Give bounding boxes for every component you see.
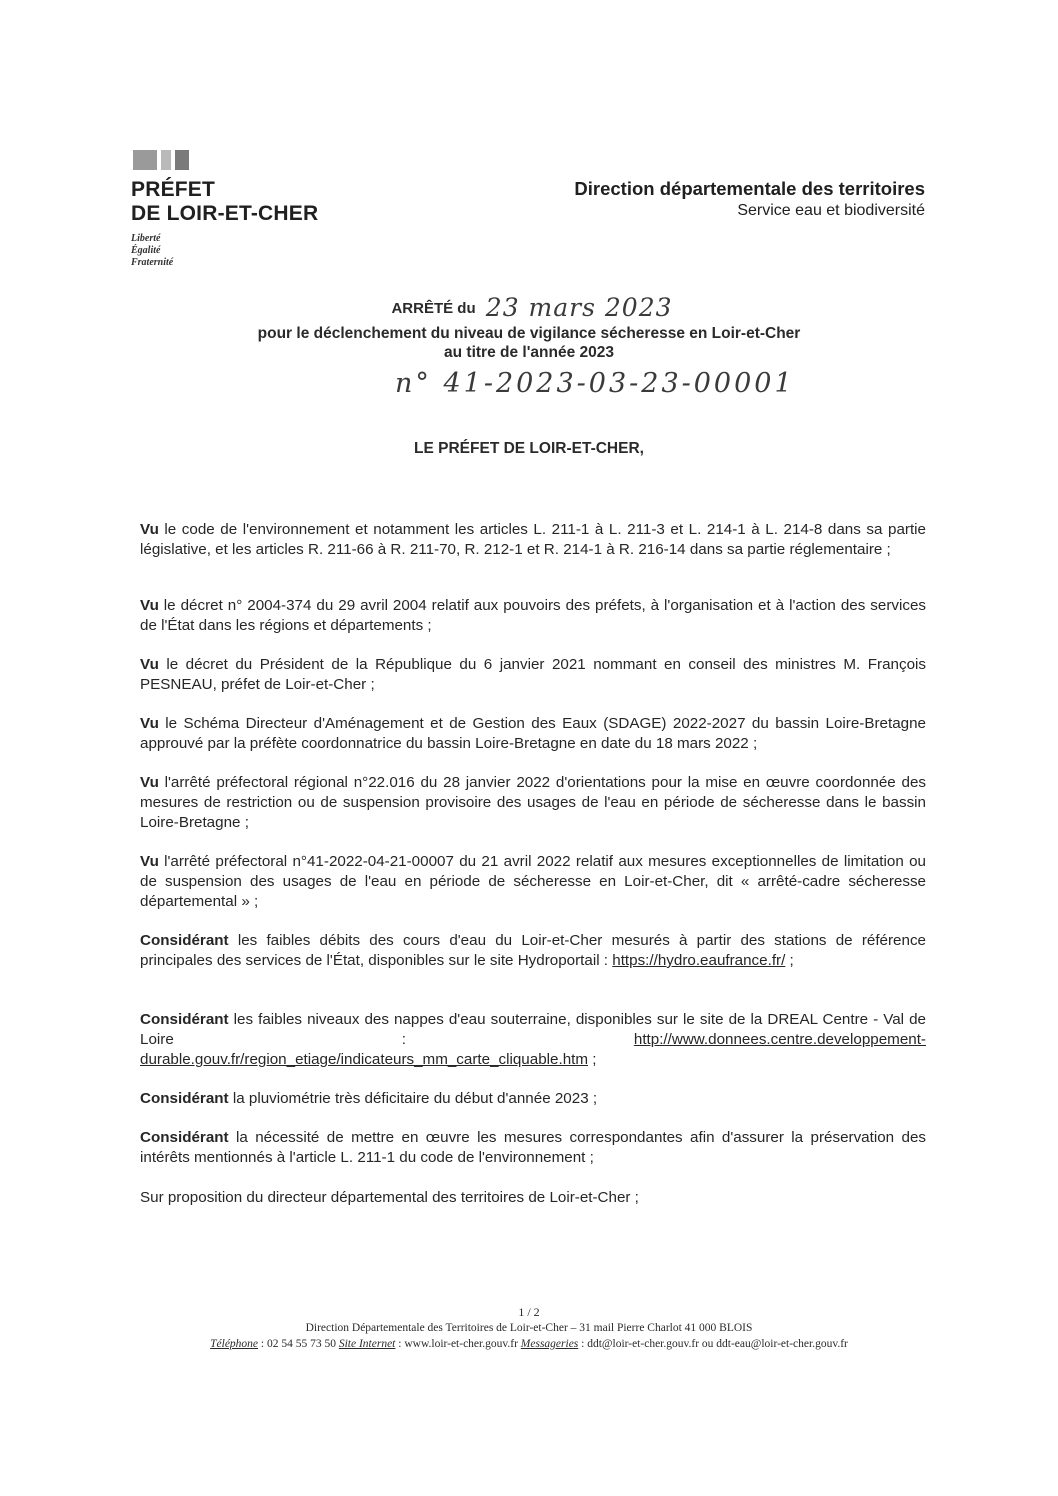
- footer-contact: [0, 1338, 1058, 1350]
- footer-site[interactable]: : www.loir-et-cher.gouv.fr: [395, 1338, 521, 1350]
- arrete-number: n° 41-2023-03-23-00001: [395, 368, 795, 399]
- considerant-paragraph: Considérant les faibles débits des cours d'eau du Loir-et-Cher mesurés à partir des stations de référence principales des services de l'État, disponibles sur le site Hydroportail : https://hydro.eaufrance.fr/ ;: [140, 932, 926, 969]
- arrete-title: [0, 324, 1058, 362]
- considerant-paragraph: Considérant la nécessité de mettre en œuvre les mesures correspondantes afin d'assurer la préservation des intérêts mentionnés à l'article L. 211-1 du code de l'environnement ;: [140, 1129, 926, 1166]
- direction-name: Direction départementale des territoires: [574, 178, 925, 199]
- page-number: 1 / 2: [518, 1305, 540, 1319]
- marianne-logo-icon: [133, 150, 191, 170]
- service-name: Service eau et biodiversité: [737, 202, 925, 219]
- arrete-line: [0, 290, 1058, 322]
- devise-liberte: Liberté: [131, 233, 161, 244]
- footer-tel-label: Téléphone: [210, 1338, 259, 1350]
- footer-mail-label: Messageries: [520, 1338, 579, 1350]
- dreal-link[interactable]: http://www.donnees.centre.developpement-durable.gouv.fr/region_etiage/indicateurs_mm_carte_cliquable.htm: [140, 1031, 926, 1068]
- visa-paragraph: Vu l'arrêté préfectoral régional n°22.016 du 28 janvier 2022 d'orientations pour la mise en œuvre coordonnée des mesures de restriction ou de suspension provisoire des usages de l'eau en période de sécheresse dans le bassin Loire-Bretagne ;: [140, 774, 926, 831]
- issuing-service: [574, 178, 925, 222]
- visa-paragraph: Vu l'arrêté préfectoral n°41-2022-04-21-00007 du 21 avril 2022 relatif aux mesures exceptionnelles de limitation ou de suspension des usages de l'eau en période de sécheresse en Loir-et-Cher, dit « arrêté-cadre sécheresse départemental » ;: [140, 853, 926, 910]
- considerant-paragraph: Considérant la pluviométrie très déficitaire du début d'année 2023 ;: [140, 1090, 598, 1107]
- prefet-title: [131, 178, 318, 226]
- hydroportail-link[interactable]: https://hydro.eaufrance.fr/: [612, 952, 786, 969]
- devise-egalite: Égalité: [131, 245, 161, 256]
- prefet-title-line1: PRÉFET: [131, 178, 216, 201]
- devise-fraternite: Fraternité: [131, 257, 174, 268]
- footer-tel: : 02 54 55 73 50: [258, 1338, 339, 1350]
- prefet-heading: LE PRÉFET DE LOIR-ET-CHER,: [414, 440, 644, 457]
- visa-paragraph: Vu le décret du Président de la République du 6 janvier 2021 nommant en conseil des ministres M. François PESNEAU, préfet de Loir-et-Cher ;: [140, 656, 926, 693]
- visa-paragraph: Vu le décret n° 2004-374 du 29 avril 2004 relatif aux pouvoirs des préfets, à l'organisation et à l'action des services de l'État dans les régions et départements ;: [140, 597, 926, 634]
- proposition-paragraph: Sur proposition du directeur départemental des territoires de Loir-et-Cher ;: [140, 1189, 639, 1206]
- visa-paragraph: Vu le code de l'environnement et notamment les articles L. 211-1 à L. 211-3 et L. 214-1 à L. 214-8 dans sa partie législative, et les articles R. 211-66 à R. 211-70, R. 212-1 et R. 214-1 à R. 216-14 dans sa partie réglementaire ;: [140, 521, 926, 558]
- arrete-date: 23 mars 2023: [485, 293, 673, 322]
- footer-address: Direction Départementale des Territoires de Loir-et-Cher – 31 mail Pierre Charlot 41 000 BLOIS: [305, 1322, 753, 1334]
- footer-mail[interactable]: : ddt@loir-et-cher.gouv.fr ou ddt-eau@loir-et-cher.gouv.fr: [578, 1338, 848, 1350]
- arrete-label: ARRÊTÉ du: [391, 300, 476, 317]
- devise: [131, 233, 173, 269]
- footer-site-label: Site Internet: [338, 1338, 396, 1350]
- visa-paragraph: Vu le Schéma Directeur d'Aménagement et de Gestion des Eaux (SDAGE) 2022-2027 du bassin Loire-Bretagne approuvé par la préfète coordonnatrice du bassin Loire-Bretagne en date du 18 mars 2022 ;: [140, 715, 926, 752]
- prefet-title-line2: DE LOIR-ET-CHER: [131, 202, 319, 225]
- considerant-paragraph: Considérant les faibles niveaux des nappes d'eau souterraine, disponibles sur le site de la DREAL Centre - Val de Loire : http://www.donnees.centre.developpement-durable.gouv.fr/region_etiage/indicateurs_mm_carte_cliquable.htm ;: [140, 1011, 926, 1068]
- arrete-title-line1: pour le déclenchement du niveau de vigilance sécheresse en Loir-et-Cher: [257, 325, 801, 342]
- arrete-title-line2: au titre de l'année 2023: [444, 344, 614, 361]
